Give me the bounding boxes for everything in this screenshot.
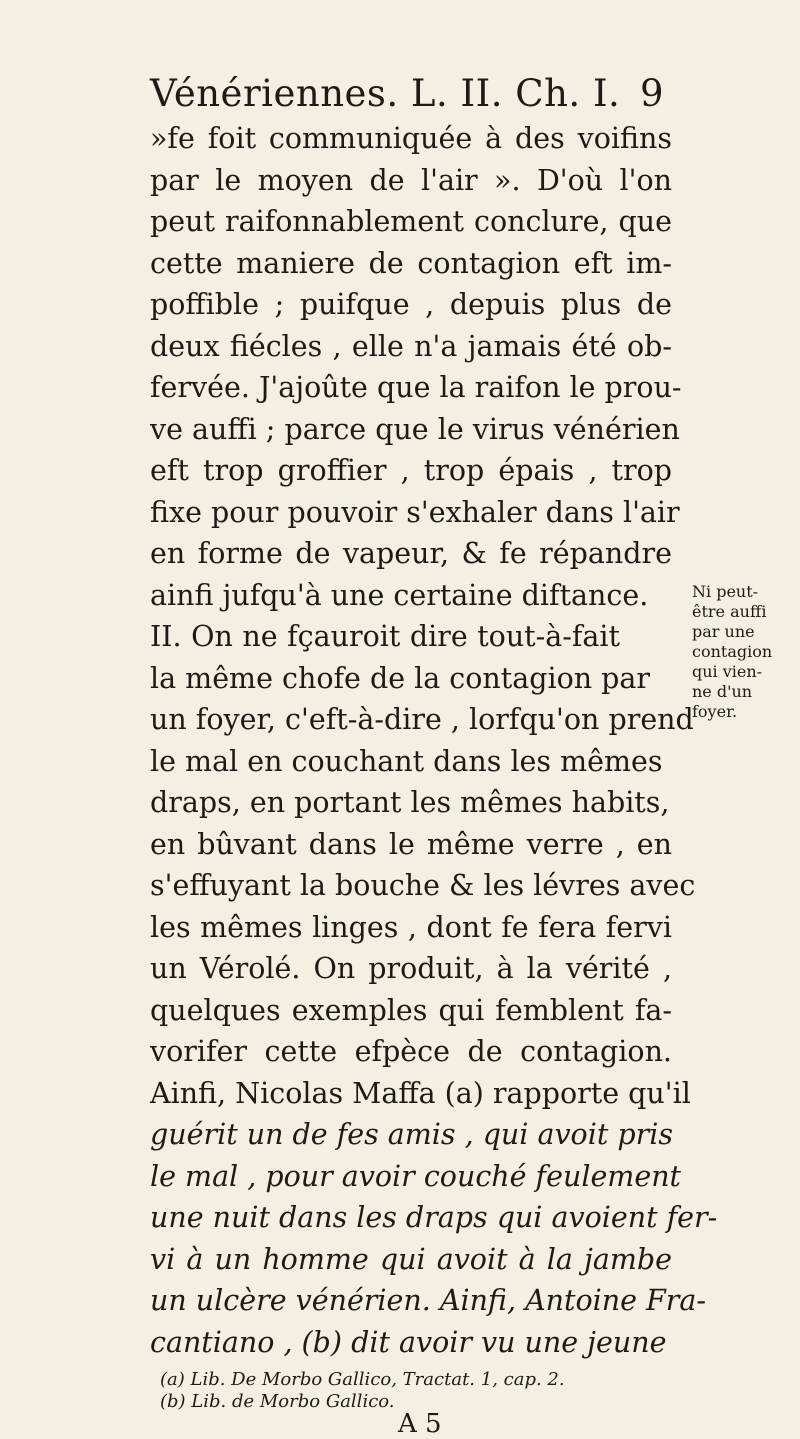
margin-note-line: contagion bbox=[692, 641, 773, 661]
text-line: en bûvant dans le même verre , en bbox=[150, 827, 672, 861]
text-line: le mal , pour avoir couché feulement bbox=[150, 1159, 682, 1193]
text-line: fervée. J'ajoûte que la raifon le prou- bbox=[150, 371, 682, 404]
text-line: guérit un de fes amis , qui avoit pris bbox=[150, 1118, 673, 1151]
text-line: les mêmes linges , dont fe fera fervi bbox=[150, 910, 672, 944]
margin-note-line: par une bbox=[692, 621, 755, 641]
text-line: II. On ne fçauroit dire tout-à-fait bbox=[150, 620, 620, 653]
signature-mark: A 5 bbox=[398, 1409, 442, 1439]
text-line: »fe foit communiquée à des voifins bbox=[150, 122, 672, 155]
margin-note-line: Ni peut- bbox=[692, 581, 759, 601]
text-line: par le moyen de l'air ». D'où l'on bbox=[150, 163, 672, 197]
margin-note-line: être auffi bbox=[692, 601, 767, 621]
text-line: en forme de vapeur, & fe répandre bbox=[150, 537, 672, 570]
text-line: un ulcère vénérien. Ainfi, Antoine Fra- bbox=[150, 1284, 707, 1317]
running-title: Vénériennes. L. II. Ch. I. bbox=[150, 72, 621, 115]
text-line: un Vérolé. On produit, à la vérité , bbox=[150, 952, 672, 985]
margin-note-line: ne d'un bbox=[692, 681, 753, 701]
text-line: s'effuyant la bouche & les lévres avec bbox=[150, 869, 696, 902]
text-line: peut raifonnablement conclure, que bbox=[150, 205, 672, 238]
text-line: cantiano , (b) dit avoir vu une jeune bbox=[150, 1325, 667, 1359]
text-line: une nuit dans les draps qui avoient fer- bbox=[150, 1201, 718, 1234]
text-line: quelques exemples qui femblent fa- bbox=[150, 993, 672, 1027]
page-number: 9 bbox=[640, 72, 665, 115]
text-line: deux fiécles , elle n'a jamais été ob- bbox=[150, 329, 672, 363]
text-line: vi à un homme qui avoit à la jambe bbox=[150, 1242, 672, 1276]
page-header bbox=[150, 72, 680, 120]
text-line: cette maniere de contagion eft im- bbox=[150, 246, 672, 280]
text-line: un foyer, c'eft-à-dire , lorfqu'on prend bbox=[150, 703, 694, 736]
margin-note-line: qui vien- bbox=[692, 661, 763, 681]
text-line: le mal en couchant dans les mêmes bbox=[150, 744, 663, 778]
footnote: (b) Lib. de Morbo Gallico. bbox=[160, 1391, 395, 1412]
text-line: ve auffi ; parce que le virus vénérien bbox=[150, 412, 680, 446]
text-line: Ainfi, Nicolas Maffa (a) rapporte qu'il bbox=[150, 1076, 691, 1110]
margin-note-line: foyer. bbox=[692, 701, 738, 721]
text-line: vorifer cette efpèce de contagion. bbox=[150, 1035, 672, 1068]
text-line: ainfi jufqu'à une certaine diftance. bbox=[150, 578, 649, 612]
text-line: eft trop groffier , trop épais , trop bbox=[150, 454, 672, 487]
footnote: (a) Lib. De Morbo Gallico, Tractat. 1, cap. 2. bbox=[160, 1369, 565, 1390]
text-line: fixe pour pouvoir s'exhaler dans l'air bbox=[150, 495, 680, 529]
text-line: draps, en portant les mêmes habits, bbox=[150, 786, 670, 819]
text-line: poffible ; puifque , depuis plus de bbox=[150, 288, 672, 321]
text-line: la même chofe de la contagion par bbox=[150, 661, 651, 695]
